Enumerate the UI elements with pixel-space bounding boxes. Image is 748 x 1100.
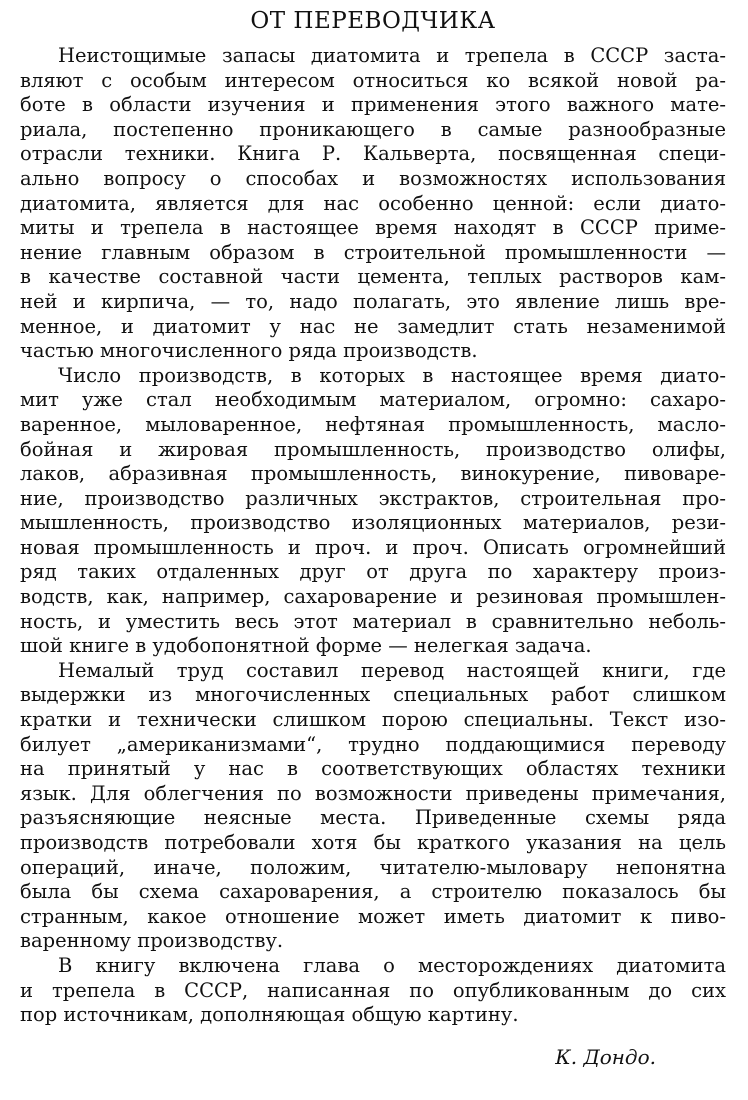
text-line: частью многочисленного ряда производств.	[20, 339, 478, 363]
text-line: менное, и диатомит у нас не замедлит стать незаменимой	[20, 314, 726, 338]
text-line: вляют с особым интересом относиться ко всякой новой ра-	[20, 68, 726, 92]
body-text	[20, 44, 726, 1028]
text-line: билует „американизмами“, трудно поддающимися переводу	[20, 732, 726, 756]
paragraph	[20, 659, 726, 954]
text-line: лаков, абразивная промышленность, винокурение, пивоваре-	[20, 462, 726, 486]
text-line: выдержки из многочисленных специальных работ слишком	[20, 683, 726, 707]
text-line: водств, как, например, сахароварение и резиновая промышлен-	[20, 585, 726, 609]
text-line: ней и кирпича, — то, надо полагать, это явление лишь вре-	[20, 289, 726, 313]
text-line: операций, иначе, положим, читателю-мыловару непонятна	[20, 855, 726, 879]
text-line: Неистощимые запасы диатомита и трепела в СССР заста-	[58, 44, 726, 67]
paragraph	[20, 364, 726, 659]
text-line: кратки и технически слишком порою специальны. Текст изо-	[20, 708, 726, 732]
text-line: боте в области изучения и применения этого важного мате-	[20, 93, 726, 117]
text-line: ние, производство различных экстрактов, строительная про-	[20, 486, 726, 510]
text-line: язык. Для облегчения по возможности приведены примечания,	[20, 781, 726, 805]
text-line: новая промышленность и проч. и проч. Описать огромнейший	[20, 535, 726, 559]
page-title: ОТ ПЕРЕВОДЧИКА	[250, 8, 496, 34]
text-line: и трепела в СССР, написанная по опубликованным до сих	[20, 978, 726, 1002]
text-line: миты и трепела в настоящее время находят в СССР приме-	[20, 216, 726, 240]
text-line: варенному производству.	[20, 929, 284, 953]
text-line: диатомита, является для нас особенно ценной: если диато-	[20, 191, 726, 215]
text-line: мит уже стал необходимым материалом, огромно: сахаро-	[20, 388, 726, 412]
text-line: риала, постепенно проникающего в самые разнообразные	[20, 117, 726, 141]
paragraph	[20, 954, 726, 1028]
text-line: Немалый труд составил перевод настоящей книги, где	[58, 658, 726, 682]
text-line: была бы схема сахароварения, а строителю показалось бы	[20, 880, 726, 904]
text-line: производств потребовали хотя бы краткого указания на цель	[20, 831, 726, 854]
text-line: варенное, мыловаренное, нефтяная промышленность, масло-	[20, 412, 726, 436]
text-line: шой книге в удобопонятной форме — нелегкая задача.	[20, 634, 592, 658]
text-line: на принятый у нас в соответствующих областях техники	[20, 757, 726, 781]
text-line: бойная и жировая промышленность, производство олифы,	[20, 437, 726, 461]
text-line: В книгу включена глава о месторождениях диатомита	[58, 953, 726, 977]
document-page	[20, 4, 726, 1070]
text-line: нение главным образом в строительной промышленности —	[20, 240, 726, 264]
text-line: разъясняющие неясные места. Приведенные схемы ряда	[20, 806, 726, 830]
paragraph	[20, 44, 726, 364]
text-line: мышленность, производство изоляционных материалов, рези-	[20, 511, 726, 535]
text-line: в качестве составной части цемента, теплых растворов кам-	[20, 265, 726, 289]
text-line: отрасли техники. Книга Р. Кальверта, посвященная специ-	[20, 142, 726, 166]
text-line: пор источникам, дополняющая общую картину.	[20, 1003, 519, 1027]
text-line: ально вопросу о способах и возможностях использования	[20, 166, 726, 190]
text-line: ность, и уместить весь этот материал в сравнительно неболь-	[20, 609, 726, 633]
text-line: Число производств, в которых в настоящее время диато-	[58, 363, 726, 387]
text-line: странным, какое отношение может иметь диатомит к пиво-	[20, 904, 726, 928]
text-line: ряд таких отдаленных друг от друга по характеру произ-	[20, 560, 726, 584]
signature: К. Дондо.	[555, 1044, 656, 1069]
